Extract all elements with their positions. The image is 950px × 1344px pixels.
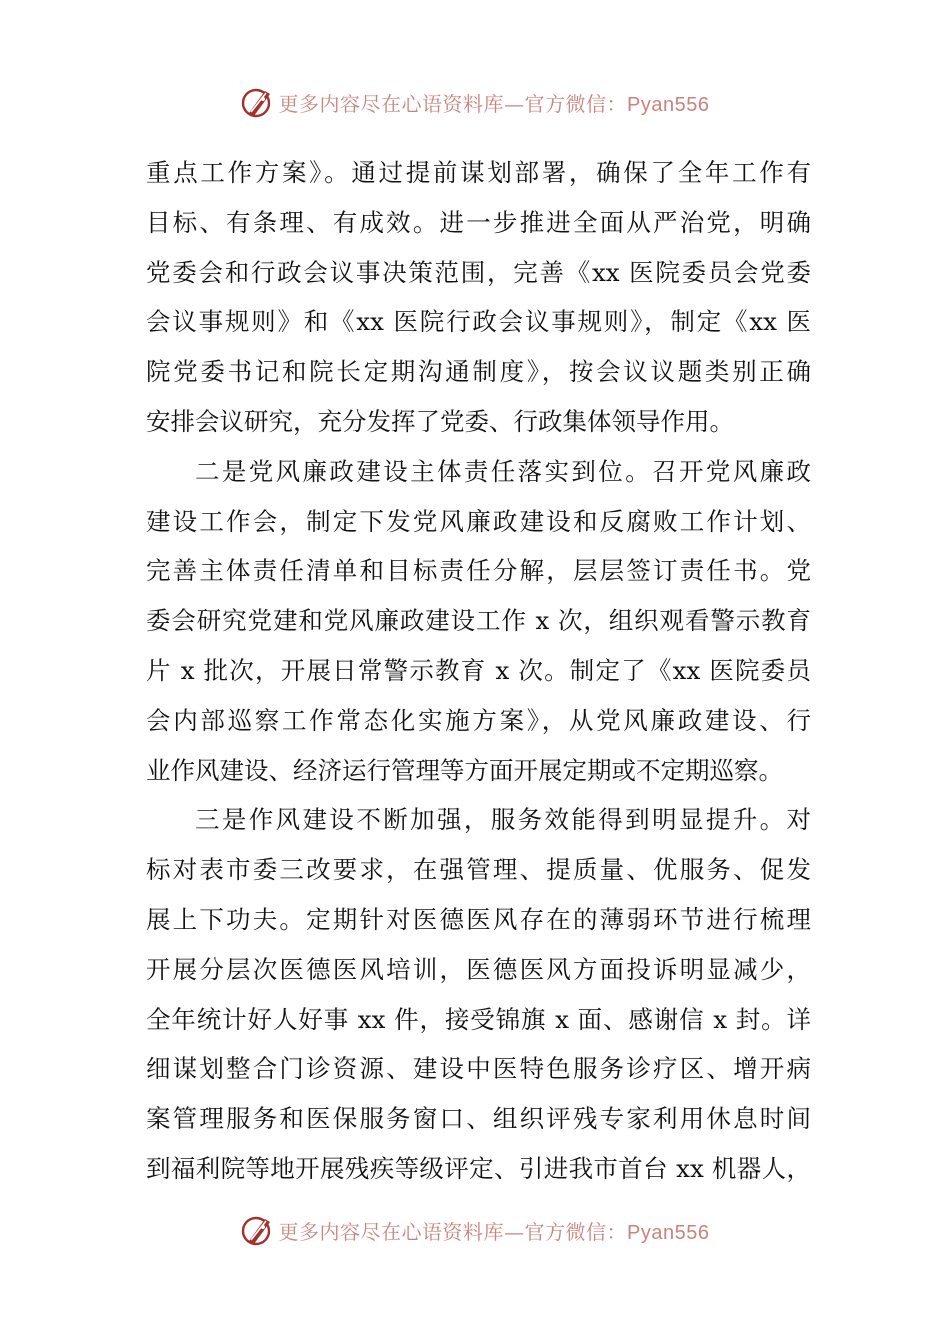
- text-line: 建设工作会，制定下发党风廉政建设和反腐败工作计划、: [146, 506, 811, 536]
- text-line: 目标、有条理、有成效。进一步推进全面从严治党，明确: [146, 207, 811, 237]
- text-line: 标对表市委三改要求，在强管理、提质量、优服务、促发: [146, 855, 811, 885]
- header-watermark-account: Pyan556: [627, 93, 710, 116]
- paragraph-start-line: 二是党风廉政建设主体责任落实到位。召开党风廉政: [195, 456, 811, 486]
- text-line: 开展分层次医德医风培训，医德医风方面投诉明显减少，: [146, 954, 811, 984]
- text-line: 展上下功夫。定期针对医德医风存在的薄弱环节进行梳理: [146, 904, 811, 934]
- header-watermark: [0, 82, 950, 122]
- pen-nib-logo-icon: [241, 85, 275, 119]
- header-watermark-text: 更多内容尽在心语资料库—官方微信：: [278, 91, 628, 116]
- footer-watermark-account: Pyan556: [627, 1221, 710, 1244]
- text-line: 党委会和行政会议事决策范围，完善《xx 医院委员会党委: [146, 257, 811, 287]
- text-line: 安排会议研究，充分发挥了党委、行政集体领导作用。: [146, 406, 734, 436]
- text-line: 到福利院等地开展残疾等级评定、引进我市首台 xx 机器人，: [146, 1153, 811, 1183]
- document-body: [146, 148, 811, 1194]
- pen-nib-logo-icon: [241, 1213, 275, 1247]
- text-line: 会内部巡察工作常态化实施方案》，从党风廉政建设、行: [146, 705, 811, 735]
- text-line: 委会研究党建和党风廉政建设工作 x 次，组织观看警示教育: [146, 606, 811, 636]
- text-line: 全年统计好人好事 xx 件，接受锦旗 x 面、感谢信 x 封。详: [146, 1004, 811, 1034]
- text-line: 院党委书记和院长定期沟通制度》，按会议议题类别正确: [146, 357, 811, 387]
- text-line: 会议事规则》和《xx 医院行政会议事规则》，制定《xx 医: [146, 307, 811, 337]
- footer-watermark: [0, 1210, 950, 1250]
- footer-watermark-text: 更多内容尽在心语资料库—官方微信：: [278, 1219, 628, 1244]
- text-line: 案管理服务和医保服务窗口、组织评残专家利用休息时间: [146, 1104, 811, 1134]
- text-line: 完善主体责任清单和目标责任分解，层层签订责任书。党: [146, 556, 811, 586]
- text-line: 业作风建设、经济运行管理等方面开展定期或不定期巡察。: [146, 755, 783, 785]
- text-line: 重点工作方案》。通过提前谋划部署，确保了全年工作有: [146, 158, 811, 187]
- text-line: 细谋划整合门诊资源、建设中医特色服务诊疗区、增开病: [146, 1054, 811, 1084]
- paragraph-start-line: 三是作风建设不断加强，服务效能得到明显提升。对: [195, 805, 811, 835]
- text-line: 片 x 批次，开展日常警示教育 x 次。制定了《xx 医院委员: [146, 655, 811, 685]
